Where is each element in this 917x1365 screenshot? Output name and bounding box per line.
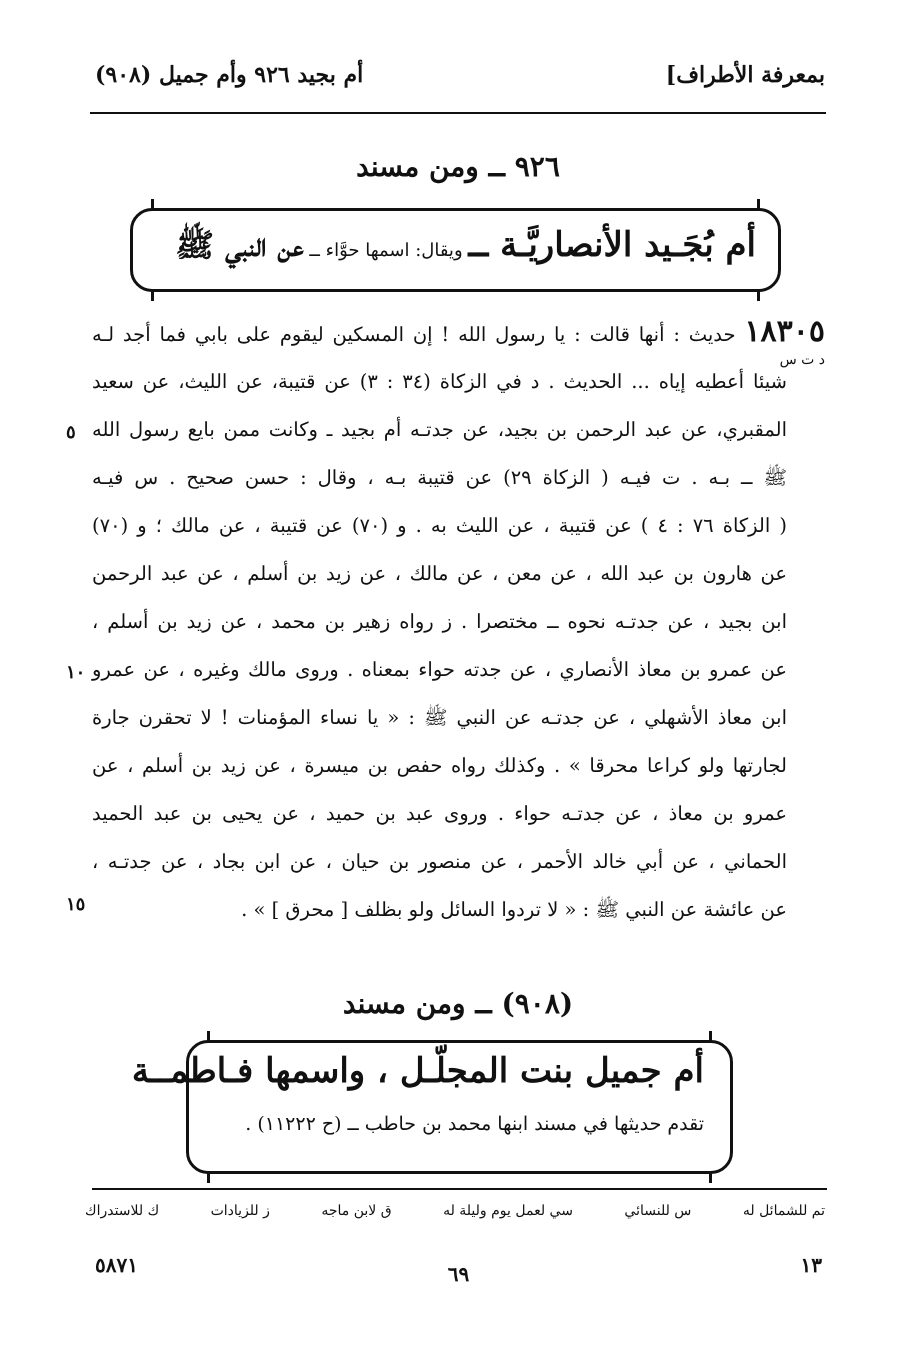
abbreviation-key <box>85 1203 825 1219</box>
narrator-title <box>175 225 756 272</box>
entry-line-8: عن عمرو بن معاذ الأنصاري ، عن جدته حواء بمعناه . وروى مالك وغيره ، عن عمرو <box>92 658 787 681</box>
entry-line-5: ( الزكاة ٧٦ : ٤ ) عن قتيبة ، عن الليث به . و (٧٠) عن قتيبة ، عن مالك ؛ و (٧٠) <box>92 514 787 537</box>
narrator-alt-name: ويقال: اسمها حوَّاء ــ <box>303 240 469 261</box>
abbrev-nasai: س للنسائي <box>624 1203 692 1219</box>
line-marker-5: ٥ <box>66 422 76 443</box>
section-heading-926: ٩٢٦ ــ ومن مسند <box>356 150 560 183</box>
title-frame-umm-jamil <box>131 1040 733 1174</box>
line-marker-15: ١٥ <box>66 894 86 915</box>
running-header-left: أم بجيد ٩٢٦ وأم جميل (٩٠٨) <box>95 62 364 88</box>
hadith-number: ١٨٣٠٥ <box>744 314 825 349</box>
entry-line-11: عمرو بن معاذ ، عن جدتـه حواء . وروى عبد بن حميد ، عن يحيى بن عبد الحميد <box>92 802 787 825</box>
entry-line-13: عن عائشة عن النبي ﷺ : « لا تردوا السائل ولو بظلف [ محرق ] » . <box>241 898 787 921</box>
narrator-source: عن النبي ﷺ <box>175 226 304 264</box>
entry-line-10: لجارتها ولو كراعا محرقا » . وكذلك رواه حفص بن ميسرة ، عن زيد بن أسلم ، عن <box>92 754 787 777</box>
abbrev-istidrak: ك للاستدراك <box>85 1203 160 1219</box>
abbrev-ziyadat: ز للزيادات <box>210 1203 270 1219</box>
entry-line-2: شيئا أعطيه إياه ... الحديث . د في الزكاة (٣٤ : ٣) عن قتيبة، عن الليث، عن سعيد <box>92 370 788 393</box>
entry-line-7: ابن بجيد ، عن جدتـه نحوه ــ مختصرا . ز رواه زهير بن محمد ، عن زيد بن أسلم ، <box>92 610 787 633</box>
collection-sigla: د ت س <box>779 352 825 368</box>
abbrev-amal-yawm: سي لعمل يوم وليلة له <box>443 1203 573 1219</box>
entry-line-9: ابن معاذ الأشهلي ، عن جدتـه عن النبي ﷺ : « يا نساء المؤمنات ! لا تحقرن جارة <box>92 706 787 729</box>
entry-line-text: حديث : أنها قالت : يا رسول الله ! إن المسكين ليقوم على بابي فما أجد لـه <box>92 323 745 346</box>
page-number: ٦٩ <box>447 1262 470 1286</box>
entry-line-6: عن هارون بن عبد الله ، عن معن ، عن مالك ، عن زيد بن أسلم ، عن عبد الرحمن <box>92 562 787 585</box>
footer-divider <box>92 1188 827 1190</box>
narrator-title-umm-jamil: أم جميل بنت المجلّـل ، واسمها فـاطمــة <box>131 1051 704 1091</box>
title-frame-umm-bujayd <box>130 208 781 292</box>
abbrev-shamail: تم للشمائل له <box>742 1203 825 1219</box>
running-header-right: بمعرفة الأطراف] <box>665 62 825 88</box>
page-code: ٥٨٧١ <box>95 1253 138 1277</box>
line-marker-10: ١٠ <box>66 662 86 683</box>
cross-reference-note: تقدم حديثها في مسند ابنها محمد بن حاطب ــ (ح ١١٢٢٢) . <box>245 1113 704 1135</box>
entry-line-4: ﷺ ــ بـه . ت فيـه ( الزكاة ٢٩) عن قتيبة بـه ، وقال : حسن صحيح . س فيـه <box>92 466 788 489</box>
entry-line-3: المقبري، عن عبد الرحمن بن بجيد، عن جدتـه أم بجيد ـ وكانت ممن بايع رسول الله <box>92 418 787 441</box>
section-heading-908: (٩٠٨) ــ ومن مسند <box>342 987 574 1020</box>
entry-line-12: الحماني ، عن أبي خالد الأحمر ، عن منصور بن حيان ، عن ابن بجاد ، عن جدتـه ، <box>92 850 787 873</box>
header-divider <box>90 112 826 114</box>
volume-number: ١٣ <box>800 1253 822 1277</box>
abbrev-ibn-majah: ق لابن ماجه <box>321 1203 392 1219</box>
narrator-name: أم بُجَـيد الأنصاريَّـة ــ <box>468 225 756 265</box>
entry-line-1 <box>92 312 825 352</box>
